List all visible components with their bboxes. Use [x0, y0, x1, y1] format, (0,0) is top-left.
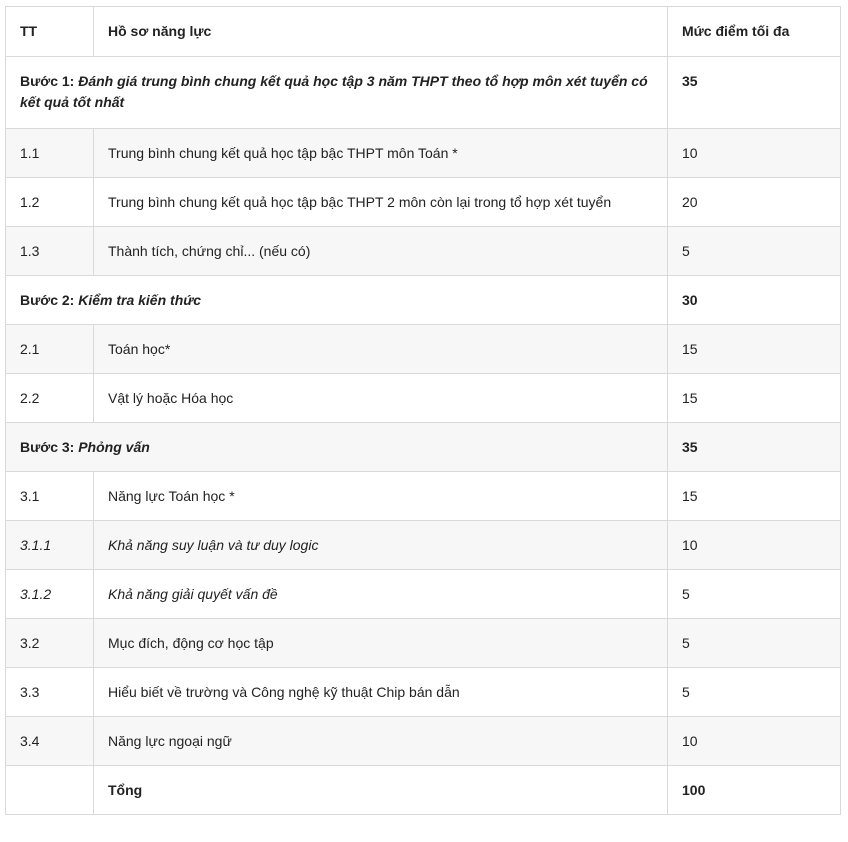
total-row [6, 766, 841, 815]
row-tt: 2.2 [6, 374, 94, 423]
score-table-container [5, 6, 840, 815]
table-row [6, 374, 841, 423]
header-tt: TT [6, 7, 94, 57]
step-2-prefix: Bước 2: [20, 291, 79, 308]
row-name: Khả năng suy luận và tư duy logic [94, 521, 668, 570]
row-name: Mục đích, động cơ học tập [94, 619, 668, 668]
row-points: 10 [668, 717, 841, 766]
row-tt: 3.3 [6, 668, 94, 717]
row-points: 20 [668, 178, 841, 227]
step-2-row [6, 276, 841, 325]
step-1-prefix: Bước 1: [20, 73, 79, 89]
table-row [6, 325, 841, 374]
row-points: 10 [668, 129, 841, 178]
row-points: 15 [668, 472, 841, 521]
step-3-title-cell [6, 423, 668, 472]
step-1-title: Đánh giá trung bình chung kết quả học tập 3 năm THPT theo tổ hợp môn xét tuyển có kết quả tốt nhất [20, 73, 648, 110]
row-points: 10 [668, 521, 841, 570]
table-row [6, 178, 841, 227]
step-2-title-cell [6, 276, 668, 325]
row-name: Hiểu biết về trường và Công nghệ kỹ thuật Chip bán dẫn [94, 668, 668, 717]
row-tt: 3.4 [6, 717, 94, 766]
header-muc-diem: Mức điểm tối đa [668, 7, 841, 57]
row-name: Năng lực ngoại ngữ [94, 717, 668, 766]
total-label: Tổng [94, 766, 668, 815]
score-table [5, 6, 841, 815]
table-row [6, 717, 841, 766]
step-3-row [6, 423, 841, 472]
row-tt: 3.1 [6, 472, 94, 521]
table-row [6, 668, 841, 717]
table-row [6, 472, 841, 521]
step-2-title: Kiểm tra kiến thức [78, 291, 202, 308]
row-name: Thành tích, chứng chỉ... (nếu có) [94, 227, 668, 276]
step-1-row [6, 57, 841, 129]
row-points: 5 [668, 668, 841, 717]
table-row [6, 619, 841, 668]
row-tt: 3.2 [6, 619, 94, 668]
step-2-points: 30 [668, 276, 841, 325]
total-tt-empty [6, 766, 94, 815]
row-name: Năng lực Toán học * [94, 472, 668, 521]
step-1-title-cell [6, 57, 668, 129]
row-name: Vật lý hoặc Hóa học [94, 374, 668, 423]
row-tt: 3.1.2 [6, 570, 94, 619]
row-tt: 1.2 [6, 178, 94, 227]
row-points: 5 [668, 619, 841, 668]
table-row [6, 129, 841, 178]
row-tt: 1.1 [6, 129, 94, 178]
table-header-row [6, 7, 841, 57]
step-3-prefix: Bước 3: [20, 438, 79, 455]
row-name: Khả năng giải quyết vấn đề [94, 570, 668, 619]
table-row [6, 570, 841, 619]
row-name: Toán học* [94, 325, 668, 374]
row-tt: 1.3 [6, 227, 94, 276]
row-tt: 2.1 [6, 325, 94, 374]
step-3-points: 35 [668, 423, 841, 472]
row-points: 5 [668, 570, 841, 619]
row-tt: 3.1.1 [6, 521, 94, 570]
row-points: 15 [668, 374, 841, 423]
header-ho-so: Hồ sơ năng lực [94, 7, 668, 57]
row-points: 5 [668, 227, 841, 276]
step-3-title: Phỏng vấn [78, 438, 150, 455]
row-points: 15 [668, 325, 841, 374]
table-row [6, 227, 841, 276]
step-1-points: 35 [668, 57, 841, 129]
row-name: Trung bình chung kết quả học tập bậc THPT môn Toán * [94, 129, 668, 178]
table-row [6, 521, 841, 570]
total-points: 100 [668, 766, 841, 815]
row-name: Trung bình chung kết quả học tập bậc THPT 2 môn còn lại trong tổ hợp xét tuyển [94, 178, 668, 227]
